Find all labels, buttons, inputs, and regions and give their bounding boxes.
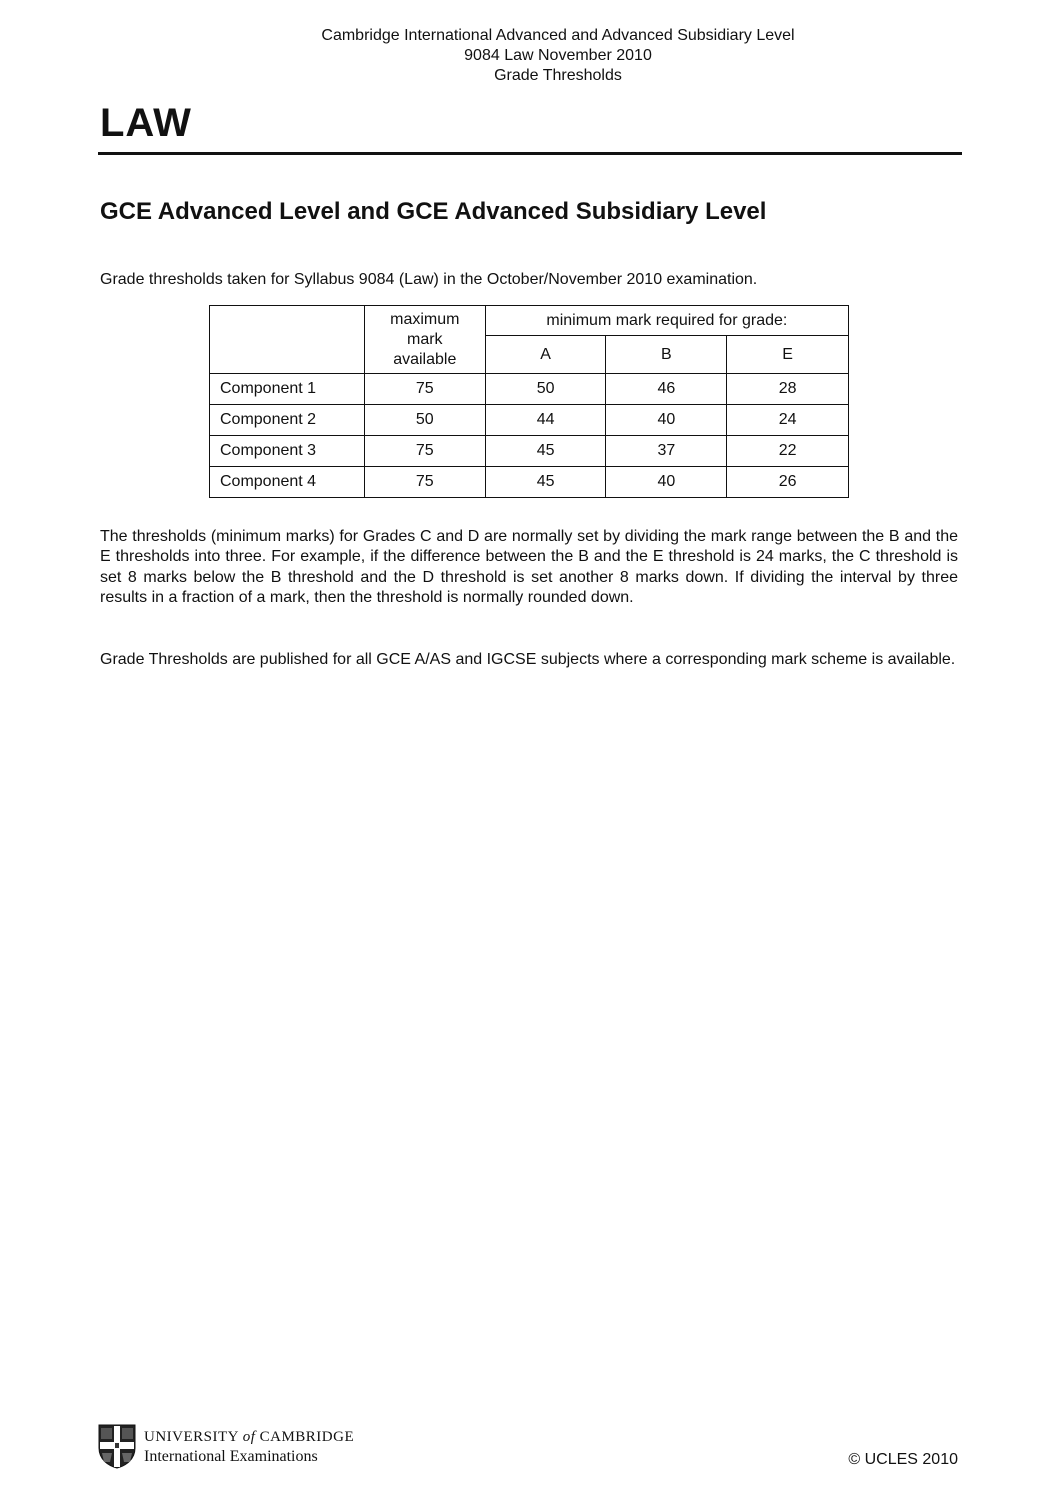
table-row bbox=[210, 436, 849, 467]
grade-b-cell: 40 bbox=[606, 405, 727, 436]
component-cell: Component 3 bbox=[210, 436, 365, 467]
level-heading: GCE Advanced Level and GCE Advanced Subsidiary Level bbox=[100, 198, 767, 225]
min-mark-header: minimum mark required for grade: bbox=[485, 306, 848, 336]
grade-header-a: A bbox=[485, 336, 606, 374]
grade-b-cell: 40 bbox=[606, 467, 727, 498]
logo-of: of bbox=[242, 1428, 256, 1445]
table-row bbox=[210, 374, 849, 405]
component-cell: Component 1 bbox=[210, 374, 365, 405]
grade-header-b: B bbox=[606, 336, 727, 374]
logo-subtitle: International Examinations bbox=[144, 1447, 318, 1465]
cambridge-crest-icon bbox=[98, 1424, 136, 1469]
grade-a-cell: 50 bbox=[485, 374, 606, 405]
max-mark-cell: 75 bbox=[364, 436, 485, 467]
thresholds-explanation: The thresholds (minimum marks) for Grades C and D are normally set by dividing the mark range between the B and the E thresholds into three. For example, if the difference between the B and the E threshold is 24 marks, the C threshold is set 8 marks below the B threshold and the D threshold is set another 8 marks down. If dividing the interval by three results in a fraction of a mark, then the threshold is normally rounded down. bbox=[100, 528, 958, 607]
logo-university: UNIVERSITY bbox=[144, 1428, 239, 1445]
component-cell: Component 4 bbox=[210, 467, 365, 498]
grade-a-cell: 45 bbox=[485, 467, 606, 498]
publication-note: Grade Thresholds are published for all GCE A/AS and IGCSE subjects where a corresponding mark scheme is available. bbox=[100, 651, 956, 668]
copyright-notice: © UCLES 2010 bbox=[848, 1451, 958, 1468]
header-line-1: Cambridge International Advanced and Advanced Subsidiary Level bbox=[321, 27, 795, 44]
title-divider bbox=[98, 152, 962, 155]
grade-e-cell: 22 bbox=[727, 436, 849, 467]
document-header bbox=[0, 26, 1058, 86]
table-row bbox=[210, 467, 849, 498]
max-mark-cell: 50 bbox=[364, 405, 485, 436]
empty-header-cell bbox=[210, 306, 365, 374]
table-header-row bbox=[210, 306, 849, 336]
grade-e-cell: 24 bbox=[727, 405, 849, 436]
grade-thresholds-table bbox=[209, 305, 849, 498]
max-mark-header bbox=[364, 306, 485, 374]
max-mark-cell: 75 bbox=[364, 467, 485, 498]
header-line-3: Grade Thresholds bbox=[494, 67, 622, 84]
grade-e-cell: 26 bbox=[727, 467, 849, 498]
logo-cambridge: CAMBRIDGE bbox=[259, 1428, 355, 1445]
component-cell: Component 2 bbox=[210, 405, 365, 436]
max-mark-header-line: mark bbox=[407, 330, 443, 348]
grade-a-cell: 44 bbox=[485, 405, 606, 436]
grade-e-cell: 28 bbox=[727, 374, 849, 405]
cambridge-logo bbox=[98, 1424, 354, 1469]
intro-text: Grade thresholds taken for Syllabus 9084 (Law) in the October/November 2010 examination. bbox=[100, 271, 758, 288]
grade-header-e: E bbox=[727, 336, 849, 374]
grade-a-cell: 45 bbox=[485, 436, 606, 467]
max-mark-header-line: available bbox=[393, 350, 457, 368]
header-line-2: 9084 Law November 2010 bbox=[464, 47, 652, 64]
table-row bbox=[210, 405, 849, 436]
grade-b-cell: 37 bbox=[606, 436, 727, 467]
max-mark-header-line: maximum bbox=[390, 310, 460, 328]
max-mark-cell: 75 bbox=[364, 374, 485, 405]
page-title: LAW bbox=[100, 101, 192, 145]
grade-b-cell: 46 bbox=[606, 374, 727, 405]
